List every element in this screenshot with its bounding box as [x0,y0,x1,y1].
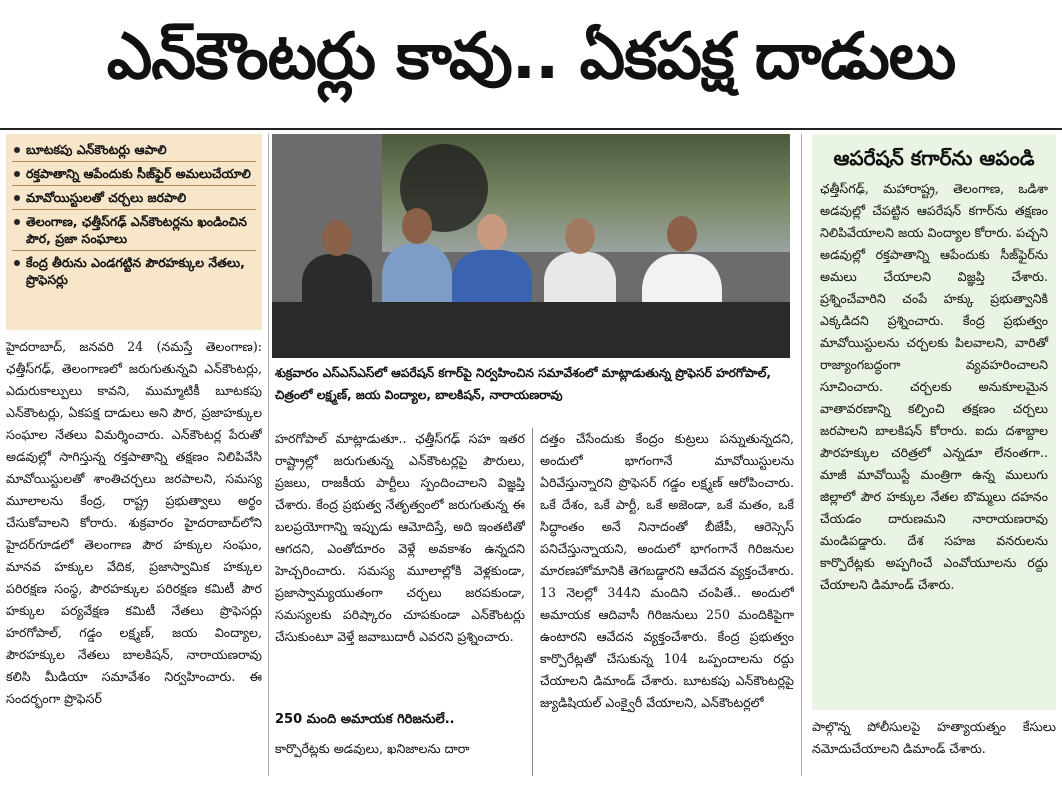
headline: ఎన్‌కౌంటర్లు కావు.. ఏకపక్ష దాడులు [106,19,956,94]
press-meet-photo [272,134,790,358]
photo-table [272,302,790,358]
photo-person-head [667,216,697,252]
article-column-4-continued: పాల్గొన్న పోలీసులపై హత్యాయత్నం కేసులు నమోదుచేయాలని డిమాండ్ చేశారు. [812,719,1056,756]
subheading: 250 మంది అమాయక గిరిజనులే.. [275,712,455,727]
photo-person-head [565,218,595,254]
column-divider [801,134,802,776]
column-divider [268,134,269,776]
sidebar-text: ఛత్తీస్‌గఢ్, మహారాష్ట్ర, తెలంగాణ, ఒడిశా అడవుల్లో చేపట్టిన ఆపరేషన్ కగార్‌ను తక్షణం నిలిపివేయాలని జయ వింద్యాల కోరారు. పచ్చని అడవుల్లో రక్తపాతాన్ని ఆపేందుకు సీజ్‌ఫైర్‌ను అమలు చేయాలని విజ్ఞప్తి చేశారు. ప్రశ్నించేవారిని చంపే హక్కు ప్రభుత్వానికి ఎక్కడిదని ప్రశ్నించారు. కేంద్ర ప్రభుత్వం మావోయిస్టులను చర్చలకు పిలవాలని, వారితో రాజ్యాంగబద్ధంగా వ్యవహరించాలని సూచించారు. చర్చలకు అనుకూలమైన వాతావరణాన్ని కల్పించి తక్షణం చర్చలు జరపాలని బాలకిషన్ కోరారు. ఐదు దశాబ్దాల పౌరహక్కుల చరిత్రలో ఎన్నడూ లేనంతగా.. మాజీ మావోయిస్టే మంత్రిగా ఉన్న ములుగు జిల్లాలో పౌర హక్కుల నేతల బొమ్మలు దహనం చేయడం దారుణమని నారాయణరావు మండిపడ్డారు. దేశ సహజ వనరులను కార్పొరేట్లకు అప్పగించే ఎంవోయూలను రద్దు చేయాలని డిమాండ్ చేశారు. [820,181,1048,592]
highlight-item: బూటకపు ఎన్‌కౌంటర్లు ఆపాలి [12,138,256,162]
highlight-item: తెలంగాణ, ఛత్తీస్‌గఢ్ ఎన్‌కౌంటర్లను ఖండించిన పౌర, ప్రజా సంఘాలు [12,210,256,251]
highlight-item: రక్తపాతాన్ని ఆపేందుకు సీజ్‌ఫైర్ అమలుచేయాలి [12,162,256,186]
article-column-3: దత్తం చేసేందుకు కేంద్రం కుట్రలు పన్నుతున్నదని, అందులో భాగంగానే మావోయిస్టులను ఏరివేస్తున్నారని ప్రొఫెసర్ గడ్డం లక్ష్మణ్ ఆరోపించారు. ఒకే దేశం, ఒకే పార్టీ, ఒకే అజెండా, ఒకే మతం, ఒకే సిద్ధాంతం అనే నినాదంతో బీజేపీ, ఆరెస్సెస్ పనిచేస్తున్నాయని, అందులో భాగంగానే గిరిజనుల మారణహోమానికి తెగబడ్డారని ఆవేదన వ్యక్తంచేశారు. 13 నెలల్లో 344ని మందిని చంపితే.. అందులో అమాయక ఆదివాసీ గిరిజనులు 250 మందికిపైగా ఉంటారని ఆవేదన వ్యక్తంచేశారు. కేంద్ర ప్రభుత్వం కార్పొరేట్లతో చేసుకున్న 104 ఒప్పందాలను రద్దు చేయాలని డిమాండ్ చేశారు. బూటకపు ఎన్‌కౌంటర్లపై జ్యుడిషియల్ ఎంక్వైరీ వేయాలని, ఎన్‌కౌంటర్లలో [540,431,794,710]
highlight-item: మావోయిస్టులతో చర్చలు జరపాలి [12,186,256,210]
headline-rule [0,128,1062,130]
photo-person-head [322,220,352,256]
article-column-1: హైదరాబాద్, జనవరి 24 (నమస్తే తెలంగాణ): ఛత్తీస్‌గఢ్, తెలంగాణలో జరుగుతున్నవి ఎన్‌కౌంటర్లు, ఎదురుకాల్పులు కావని, ముమ్మాటికీ బూటకపు ఎన్‌కౌంటర్లు, ఏకపక్ష దాడులు అని పౌర, ప్రజాహక్కుల సంఘాల నేతలు విమర్శించారు. ఎన్‌కౌంటర్ల పేరుతో అడవుల్లో సాగిస్తున్న రక్తపాతాన్ని తక్షణం నిలిపివేసి మావోయిస్టులతో శాంతిచర్చలు జరపాలని, సమస్య మూలాలను కేంద్ర, రాష్ట్ర ప్రభుత్వాలు అర్థం చేసుకోవాలని కోరారు. శుక్రవారం హైదరాబాద్‌లోని హైదర్‌గూడలో తెలంగాణ పౌర హక్కుల సంఘం, మానవ హక్కుల వేదిక, ప్రజాస్వామిక హక్కుల పరిరక్షణ సంస్థ, పౌరహక్కుల పరిరక్షణ కమిటీ పౌర హక్కుల పర్యవేక్షణ కమిటీ నేతలు ప్రొఫెసర్లు హరగోపాల్, గడ్డం లక్ష్మణ్, జయ వింద్యాల, పౌరహక్కుల నేతలు బాలకిషన్, నారాయణరావు కలిసి మీడియా సమావేశం నిర్వహించారు. ఈ సందర్భంగా ప్రొఫెసర్ [6,339,262,706]
highlights-list [12,138,256,291]
photo-person-head [402,208,432,244]
highlight-item: కేంద్ర తీరును ఎండగట్టిన పౌరహక్కుల నేతలు, ప్రొఫెసర్లు [12,251,256,291]
highlights-box [6,134,262,330]
article-column-2-continued: కార్పొరేట్లకు అడవులు, ఖనిజాలను దారా [275,741,470,756]
sidebar-title: ఆపరేషన్ కగార్‌ను ఆపండి [833,146,1035,170]
column-divider [532,428,533,776]
photo-person-head [477,214,507,250]
article-column-2: హరగోపాల్ మాట్లాడుతూ.. ఛత్తీస్‌గఢ్ సహ ఇతర రాష్ట్రాల్లో జరుగుతున్న ఎన్‌కౌంటర్లపై పౌరులు, ప్రజలు, రాజకీయ పార్టీలు స్పందించాలని విజ్ఞప్తి చేశారు. కేంద్ర ప్రభుత్వ నేతృత్వంలో జరుగుతున్న ఈ బలప్రయోగాన్ని ఇప్పుడు ఆమోదిస్తే, అది ఇంతటితో ఆగదని, ఎంతోదూరం వెళ్లే అవకాశం ఉన్నదని హెచ్చరించారు. సమస్య మూలాల్లోకి వెళ్లకుండా, ప్రజాస్వామ్యయుతంగా చర్చలు జరపకుండా, సమస్యలకు పరిష్కారం చూపకుండా ఎన్‌కౌంటర్లు చేసుకుంటూ వెళ్తే జవాబుదారీ ఎవరని ప్రశ్నించారు. [275,431,525,644]
photo-caption: శుక్రవారం ఎస్‌ఎస్‌ఎస్‌లో ఆపరేషన్ కగార్‌పై నిర్వహించిన సమావేశంలో మాట్లాడుతున్న ప్రొఫెసర్ హరగోపాల్, చిత్రంలో లక్ష్మణ్, జయ వింద్యాల, బాలకిషన్, నారాయణరావు [275,366,771,402]
sidebar-box [812,134,1056,710]
